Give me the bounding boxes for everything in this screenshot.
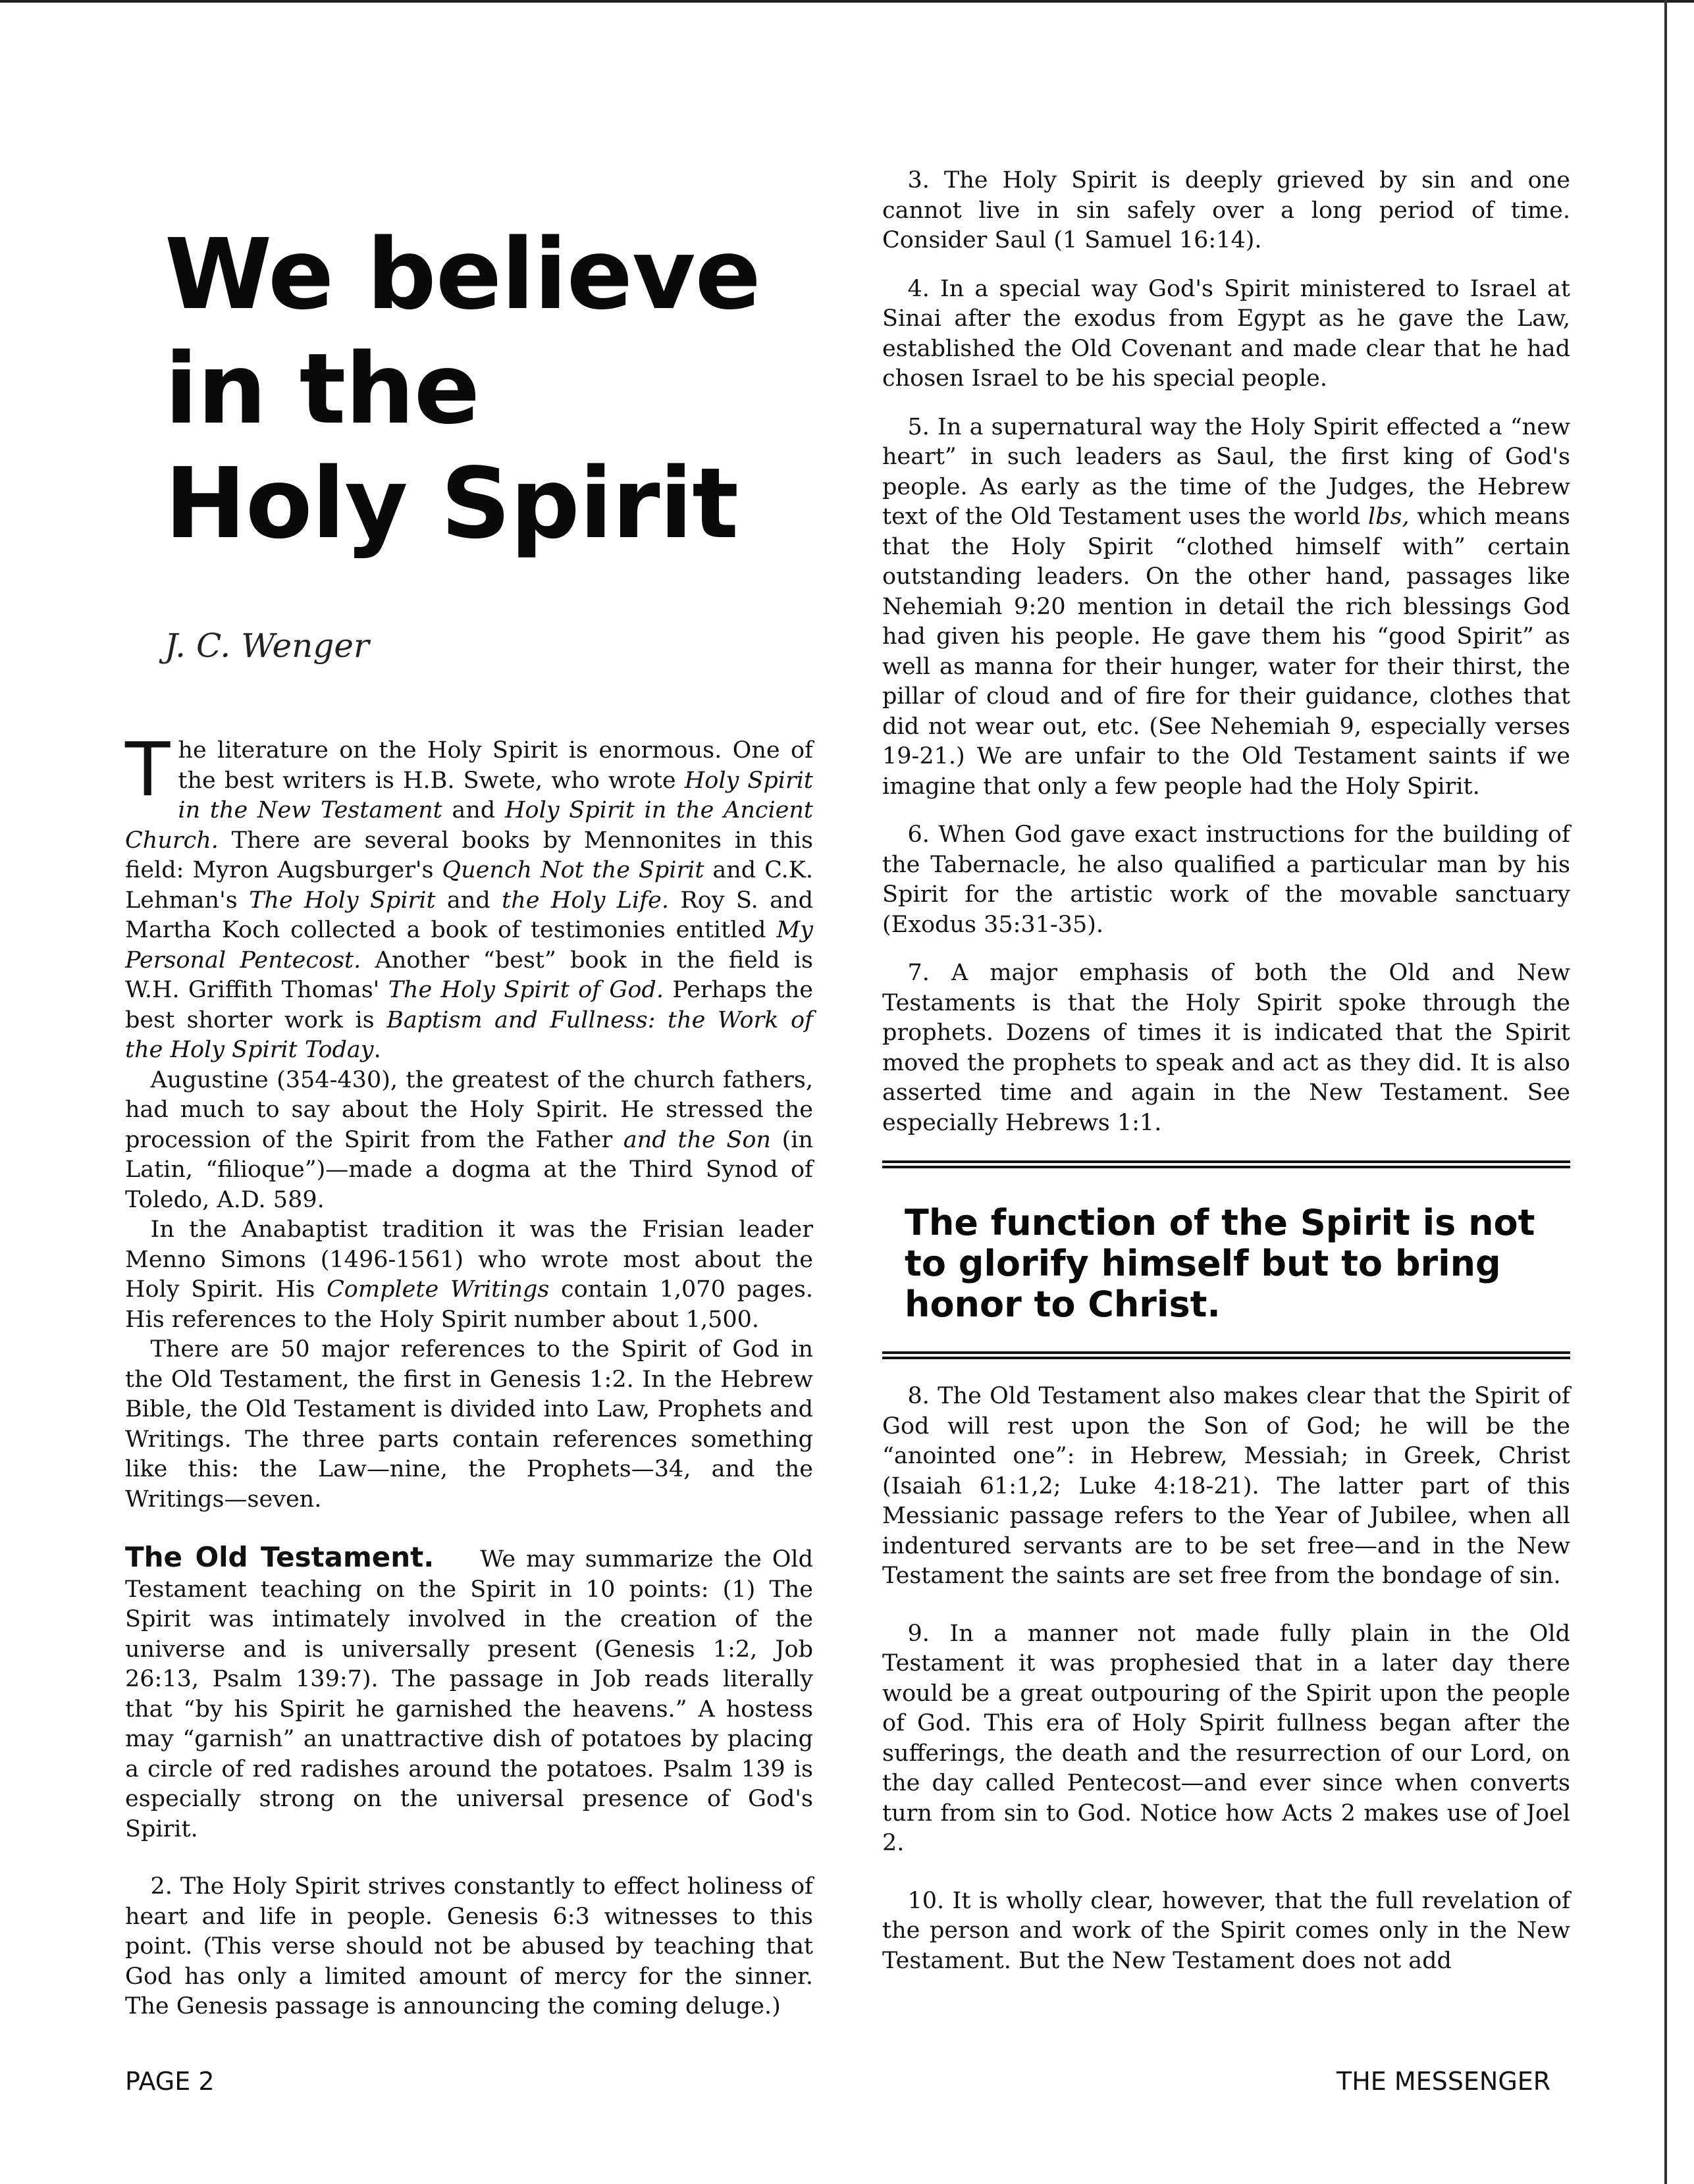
pull-quote: The function of the Spirit is not to glorify himself but to bring honor to Christ. [905,1202,1535,1325]
book-title: The Holy Spirit of God. [388,977,664,1003]
section-heading-old-testament: The Old Testament. [125,1541,435,1573]
italic-phrase: and the Son [623,1126,771,1153]
book-title: Quench Not the Spirit [442,857,704,883]
hebrew-word: lbs, [1367,504,1410,530]
text-run: We may summarize the Old Testament teaching on the Spirit in 10 points: (1) The Spirit was intimately involved in the creation of the universe and is universally present (Genesis 1:2, Job 26:13, Psalm 139:7). The passage in Job reads literally that “by his Spirit he garnished the heavens.” A hostess may “garnish” an unattractive dish of potatoes by placing a circle of red radishes around the potatoes. Psalm 139 is especially strong on the universal presence of God's Spirit. [125,1546,813,1842]
old-testament-paragraph [125,1542,813,1844]
book-title: the Holy Life. [502,887,669,914]
text-run: Augustine (354-430), the greatest of the church fathers, had much to say about the Holy Spirit. He stressed the procession of the Spirit from the Father [125,1066,813,1153]
article-headline [165,217,813,561]
point-10-paragraph: 10. It is wholly clear, however, that the full revelation of the person and work of the Spirit comes only in the New Testament. But the New Testament does not add [882,1887,1570,1974]
text-run: and C.K. Lehman's [125,857,813,914]
text-run: There are several books by Mennonites in this field: Myron Augsburger's [125,827,813,883]
author-byline: J. C. Wenger [165,627,369,665]
book-title: Complete Writings [327,1276,550,1303]
point-7-paragraph: 7. A major emphasis of both the Old and New Testaments is that the Holy Spirit spoke through the prophets. Dozens of times it is indicated that the Spirit moved the prophets to speak and act as they did. It is also asserted time and again in the New Testament. See especially Hebrews 1:1. [882,960,1570,1136]
text-run: Roy S. and Martha Koch collected a book of testimonies entitled [125,887,813,943]
book-title: The Holy Spirit [249,887,436,914]
drop-cap: T [125,727,171,813]
point-8-paragraph: 8. The Old Testament also makes clear that the Spirit of God will rest upon the Son of God; he will be the “anointed one”: in Hebrew, Messiah; in Greek, Christ (Isaiah 61:1,2; Luke 4:18-21). The latter part of this Messianic passage refers to the Year of Jubilee, when all indentured servants are to be set free—and in the New Testament the saints are set free from the bondage of sin. [882,1383,1570,1589]
point-2-paragraph: 2. The Holy Spirit strives constantly to effect holiness of heart and life in people. Genesis 6:3 witnesses to this point. (This verse should not be abused by teaching that God has only a limited amount of mercy for the sinner. The Genesis passage is announcing the coming deluge.) [125,1873,813,2019]
text-run: and [435,887,502,914]
text-run: Another “best” book in the field is W.H. Griffith Thomas' [125,947,813,1003]
text-run: which means that the Holy Spirit “clothed himself with” certain outstanding leaders. On the other hand, passages like Nehemiah 9:20 mention in detail the rich blessings God had given his people. He gave them his “good Spirit” as well as manna for their hunger, water for their thirst, the pillar of cloud and of fire for their guidance, clothes that did not wear out, etc. (See Nehemiah 9, especially verses 19-21.) We are unfair to the Old Testament saints if we imagine that only a few people had the Holy Spirit. [882,504,1570,800]
point-4-paragraph: 4. In a special way God's Spirit ministered to Israel at Sinai after the exodus from Egypt as he gave the Law, established the Old Covenant and made clear that he had chosen Israel to be his special people. [882,275,1570,392]
text-run: In the Anabaptist tradition it was the Frisian leader Menno Simons (1496-1561) who wrote most about the Holy Spirit. His [125,1216,813,1303]
anabaptist-paragraph [125,1215,813,1335]
page-right-edge [1664,0,1667,2184]
text-run: contain 1,070 pages. His references to the Holy Spirit number about 1,500. [125,1276,814,1333]
pullquote-bottom-rule [882,1351,1570,1359]
headline-line-2: in the [165,332,480,446]
page-number: PAGE 2 [125,2067,215,2096]
point-5-paragraph [882,413,1570,802]
text-run: . [373,1037,381,1063]
text-run: Perhaps the best shorter work is [125,977,813,1033]
text-run: and [442,797,505,823]
book-title: Baptism and Fullness: the Work of the Holy Spirit Today [125,1006,813,1063]
headline-line-3: Holy Spirit [165,447,739,560]
left-column [125,217,813,2022]
page-top-edge [0,0,1694,3]
publication-name: THE MESSENGER [1337,2067,1551,2096]
text-run: 5. In a supernatural way the Holy Spirit effected a “new heart” in such leaders as Saul, the first king of God's people. As early as the time of the Judges, the Hebrew text of the Old Testament uses the world [882,413,1570,530]
augustine-paragraph [125,1066,813,1216]
point-6-paragraph: 6. When God gave exact instructions for the building of the Tabernacle, he also qualified a particular man by his Spirit for the artistic work of the movable sanctuary (Exodus 35:31-35). [882,821,1570,938]
references-paragraph: There are 50 major references to the Spirit of God in the Old Testament, the first in Genesis 1:2. In the Hebrew Bible, the Old Testament is divided into Law, Prophets and Writings. The three parts contain references something like this: the Law—nine, the Prophets—34, and the Writings—seven. [125,1336,813,1513]
book-title: Holy Spirit in the New Testament [178,767,813,823]
point-3-paragraph: 3. The Holy Spirit is deeply grieved by sin and one cannot live in sin safely over a long period of time. Consider Saul (1 Samuel 16:14). [882,167,1570,253]
headline-line-1: We believe [165,218,760,331]
pullquote-top-rule [882,1160,1570,1168]
intro-paragraph [125,727,813,1066]
right-column [882,166,1570,1976]
point-9-paragraph: 9. In a manner not made fully plain in the Old Testament it was prophesied that in a later day there would be a great outpouring of the Spirit upon the people of God. This era of Holy Spirit fullness began after the sufferings, the death and the resurrection of our Lord, on the day called Pentecost—and ever since when converts turn from sin to God. Notice how Acts 2 makes use of Joel 2. [882,1620,1570,1856]
text-run: he literature on the Holy Spirit is enormous. One of the best writers is H.B. Swete, who wrote [178,737,813,794]
text-run: (in Latin, “filioque”)—made a dogma at the Third Synod of Toledo, A.D. 589. [125,1126,813,1213]
book-title: Holy Spirit in the Ancient Church. [125,797,813,854]
book-title: My Personal Pentecost. [125,917,813,974]
